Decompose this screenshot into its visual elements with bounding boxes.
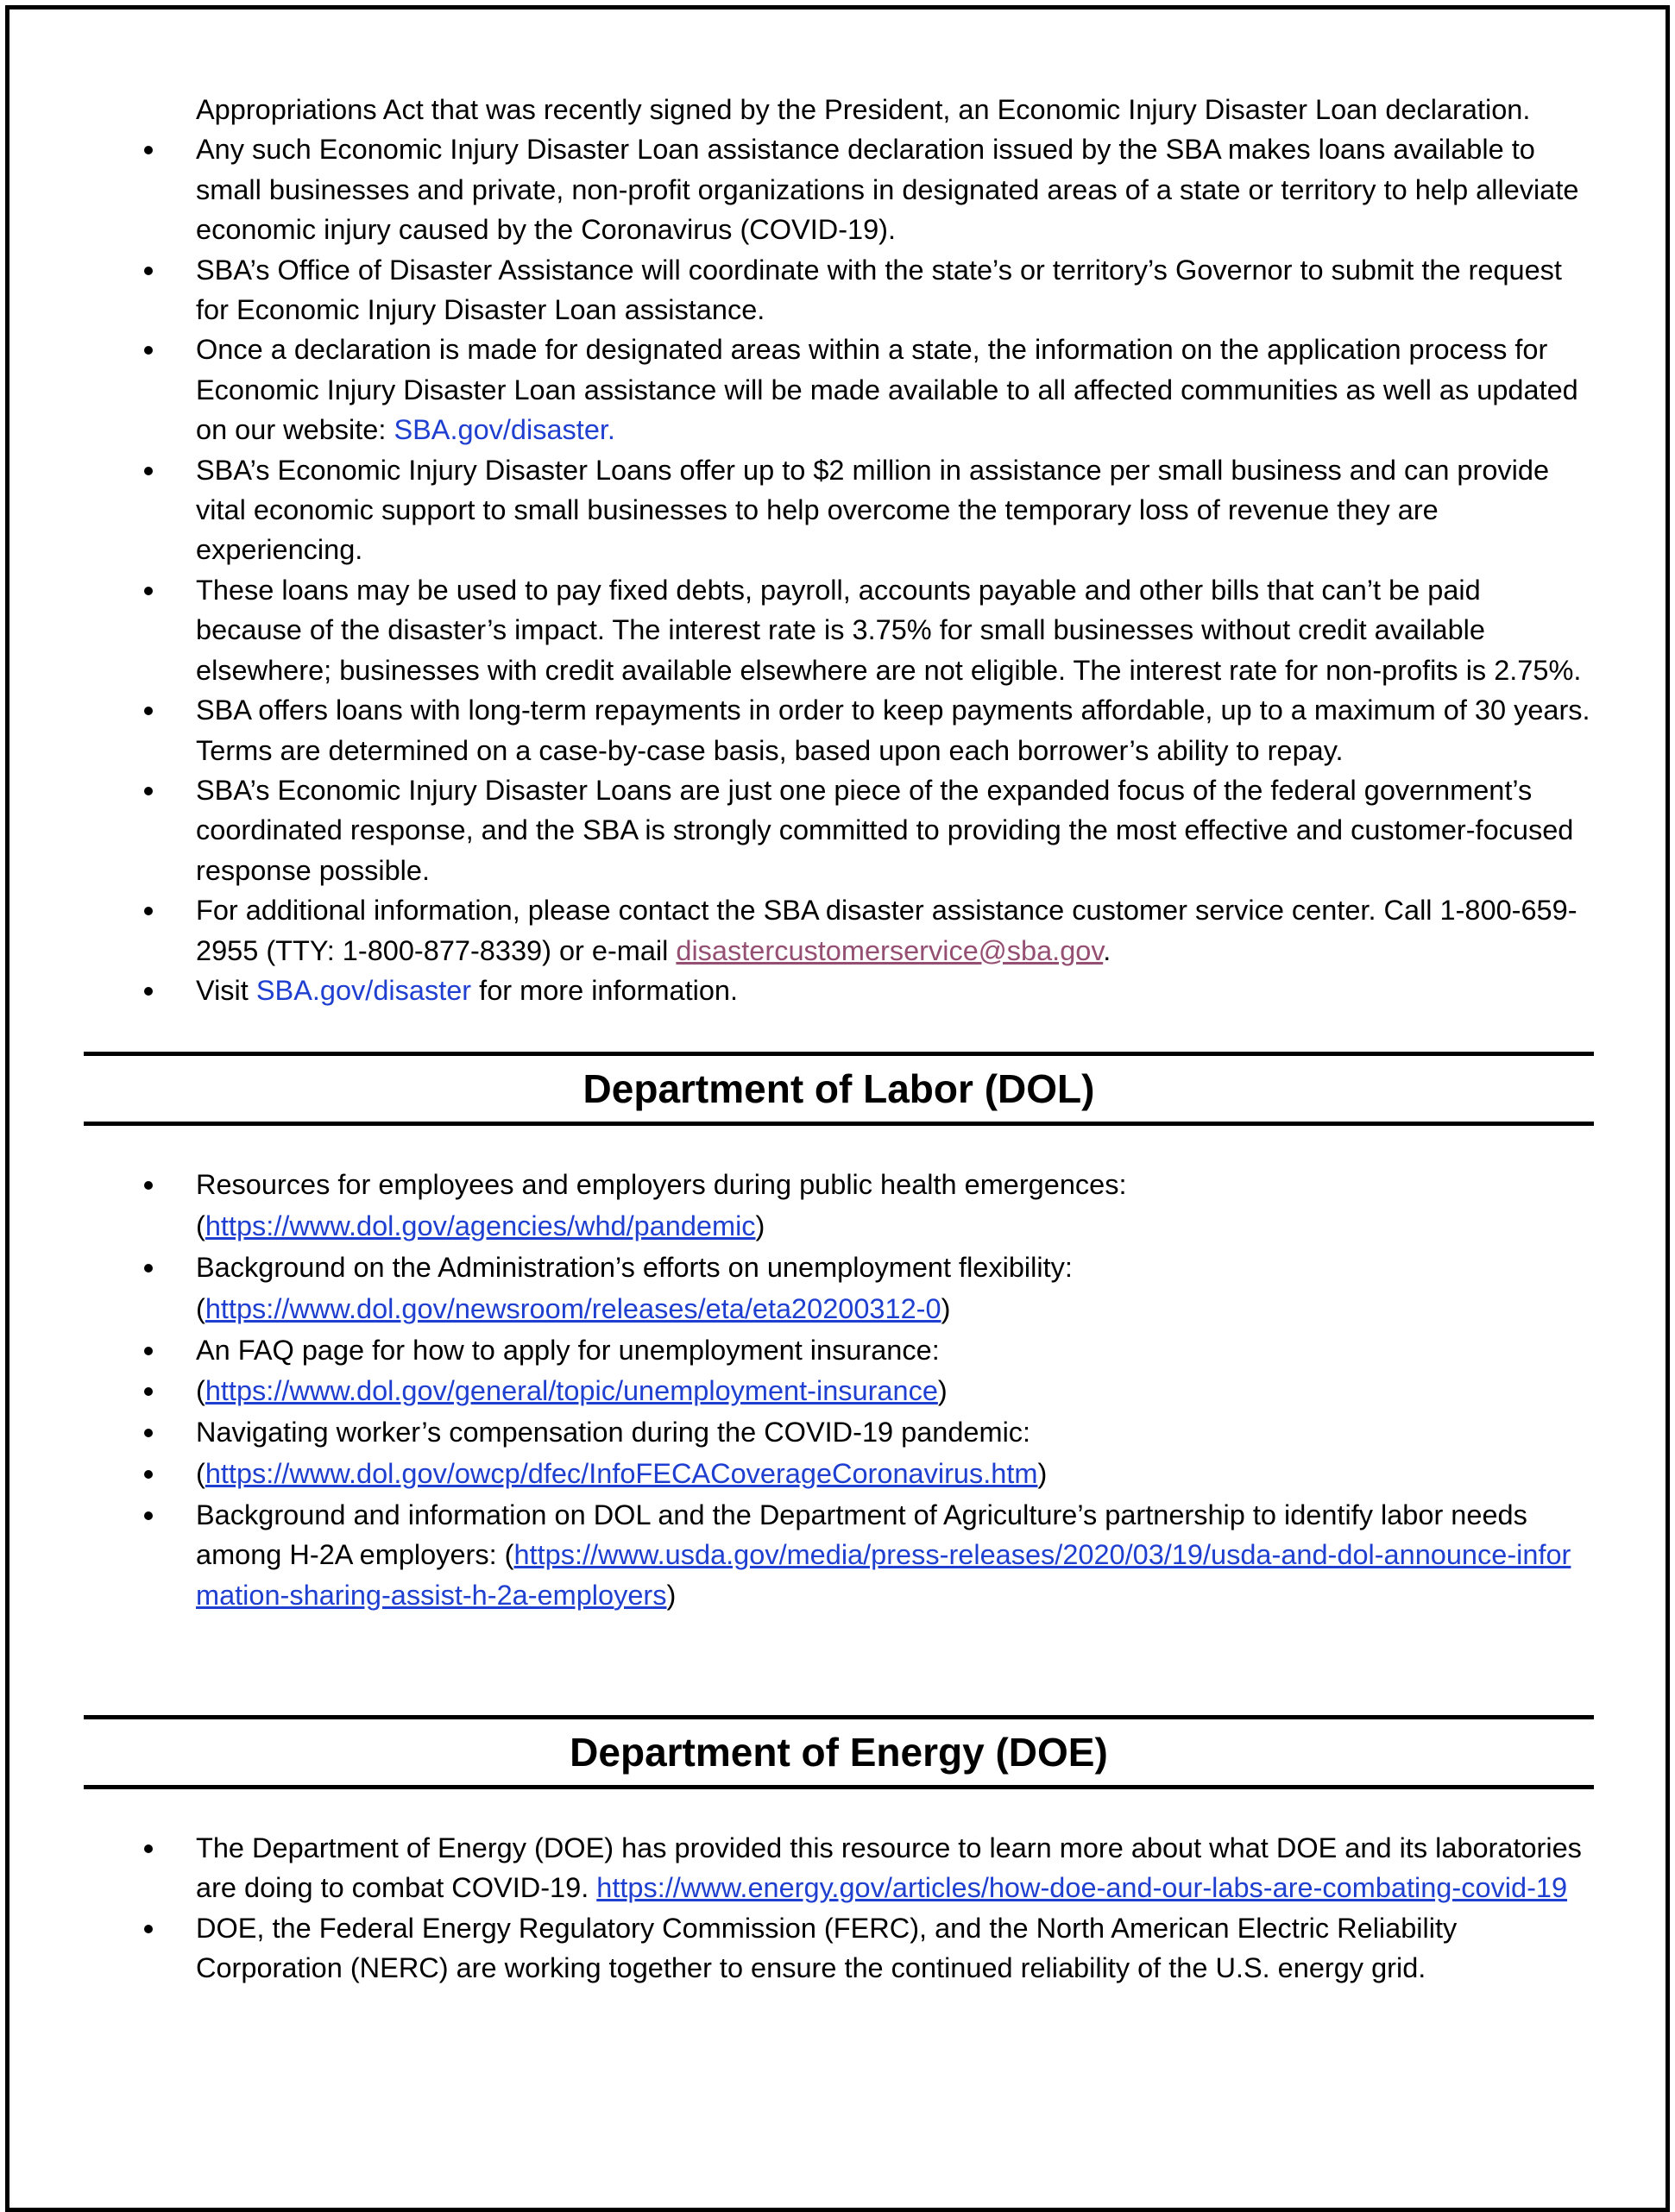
sba-continuation bbox=[84, 90, 1594, 129]
bullet-icon bbox=[144, 146, 153, 154]
list-item-text: Any such Economic Injury Disaster Loan assistance declaration issued by the SBA makes loans available to small businesses and private, non-profit organizations in designated areas of a state or territory to help alleviate economic injury caused by the Coronavirus (COVID-19). bbox=[196, 134, 1579, 246]
list-item bbox=[84, 1908, 1594, 1989]
section-title: Department of Labor (DOL) bbox=[582, 1066, 1095, 1112]
dol-newsroom-link[interactable]: https://www.dol.gov/newsroom/releases/eta/eta20200312-0 bbox=[205, 1292, 941, 1324]
paren: ) bbox=[755, 1210, 765, 1242]
list-item-text: Once a declaration is made for designated areas within a state, the information on the application process for Economic Injury Disaster Loan assistance will be made available to all affected communities as well as updated on our website: bbox=[196, 334, 1578, 446]
bullet-icon bbox=[144, 1925, 153, 1933]
list-item bbox=[84, 450, 1594, 570]
paren: ) bbox=[666, 1579, 677, 1611]
list-item bbox=[84, 570, 1594, 690]
bullet-icon bbox=[144, 587, 153, 595]
list-item-text: An FAQ page for how to apply for unemployment insurance: bbox=[196, 1334, 940, 1366]
sba-disaster-link[interactable]: SBA.gov/disaster. bbox=[394, 414, 615, 446]
list-item bbox=[84, 1412, 1594, 1454]
list-item-text: Navigating worker’s compensation during the COVID-19 pandemic: bbox=[196, 1417, 1031, 1448]
bullet-icon bbox=[144, 267, 153, 275]
paren: ) bbox=[1037, 1457, 1048, 1489]
paren: ( bbox=[196, 1457, 205, 1489]
document-body bbox=[84, 90, 1594, 1989]
list-item bbox=[84, 690, 1594, 770]
list-item bbox=[84, 770, 1594, 890]
list-item bbox=[84, 250, 1594, 330]
bullet-icon bbox=[144, 1387, 153, 1396]
list-item bbox=[84, 330, 1594, 449]
list-item-text: SBA offers loans with long-term repayments in order to keep payments affordable, up to a maximum of 30 years. Terms are determined on a case-by-case basis, based upon each borrower’s ability to repay. bbox=[196, 694, 1590, 766]
bullet-icon bbox=[144, 787, 153, 795]
paren: ( bbox=[196, 1292, 205, 1324]
list-item bbox=[84, 1454, 1594, 1495]
list-item bbox=[84, 129, 1594, 249]
bullet-icon bbox=[144, 987, 153, 996]
paren: ( bbox=[196, 1210, 205, 1242]
sba-disaster-link[interactable]: SBA.gov/disaster bbox=[255, 974, 472, 1006]
list-item bbox=[84, 1165, 1594, 1247]
usda-h2a-link[interactable]: https://www.usda.gov/media/press-releases/2020/03/19/usda-and-dol-announce-information-sharing-assist-h-2a-employers bbox=[196, 1539, 1571, 1611]
list-item bbox=[84, 1330, 1594, 1372]
list-item-text: For additional information, please contact the SBA disaster assistance customer service center. Call 1-800-659-2955 (TTY: 1-800-877-8339) or e-mail bbox=[196, 895, 1577, 966]
paren: ) bbox=[937, 1375, 948, 1407]
list-item bbox=[84, 890, 1594, 971]
list-item-text: SBA’s Office of Disaster Assistance will coordinate with the state’s or territory’s Governor to submit the request for Economic Injury Disaster Loan assistance. bbox=[196, 254, 1562, 326]
list-item bbox=[84, 1247, 1594, 1330]
list-item-text: . bbox=[1103, 934, 1111, 966]
dol-owcp-link[interactable]: https://www.dol.gov/owcp/dfec/InfoFECACoverageCoronavirus.htm bbox=[205, 1457, 1038, 1489]
paren: ) bbox=[941, 1292, 951, 1324]
list-item-text: The Department of Energy (DOE) has provided this resource to learn more about what DOE and its laboratories are doing to combat COVID-19. bbox=[196, 1832, 1582, 1904]
doe-list bbox=[84, 1828, 1594, 1989]
bullet-icon bbox=[144, 1844, 153, 1853]
list-item-text: DOE, the Federal Energy Regulatory Commission (FERC), and the North American Electric Reliability Corporation (NERC) are working together to ensure the continued reliability of the U.S. energy grid. bbox=[196, 1912, 1458, 1984]
bullet-icon bbox=[144, 467, 153, 475]
energy-gov-link[interactable]: https://www.energy.gov/articles/how-doe-and-our-labs-are-combating-covid-19 bbox=[596, 1872, 1568, 1904]
dol-pandemic-link[interactable]: https://www.dol.gov/agencies/whd/pandemic bbox=[205, 1210, 756, 1242]
bullet-icon bbox=[144, 1181, 153, 1190]
section-title: Department of Energy (DOE) bbox=[570, 1729, 1108, 1775]
dol-unemployment-link[interactable]: https://www.dol.gov/general/topic/unemployment-insurance bbox=[205, 1375, 938, 1407]
paren: ( bbox=[196, 1375, 205, 1407]
continuation-text: Appropriations Act that was recently signed by the President, an Economic Injury Disaster Loan declaration. bbox=[196, 94, 1531, 125]
bullet-icon bbox=[144, 1429, 153, 1437]
list-item-text: Resources for employees and employers during public health emergences: bbox=[196, 1169, 1127, 1201]
list-item-text: Visit bbox=[196, 974, 256, 1006]
bullet-icon bbox=[144, 346, 153, 355]
list-item bbox=[84, 971, 1594, 1010]
list-item-text: SBA’s Economic Injury Disaster Loans are just one piece of the expanded focus of the federal government’s coordinated response, and the SBA is strongly committed to providing the most effective and customer-focused response possible. bbox=[196, 774, 1574, 886]
doe-heading bbox=[84, 1715, 1594, 1789]
dol-list bbox=[84, 1165, 1594, 1615]
list-item-text: Background on the Administration’s efforts on unemployment flexibility: bbox=[196, 1251, 1073, 1283]
list-item bbox=[84, 1828, 1594, 1908]
list-item-text: for more information. bbox=[471, 974, 739, 1006]
bullet-icon bbox=[144, 707, 153, 715]
bullet-icon bbox=[144, 1347, 153, 1355]
list-item-text: These loans may be used to pay fixed debts, payroll, accounts payable and other bills that can’t be paid because of the disaster’s impact. The interest rate is 3.75% for small businesses without credit available elsewhere; businesses with credit available elsewhere are not eligible. The interest rate for non-profits is 2.75%. bbox=[196, 574, 1582, 686]
bullet-icon bbox=[144, 907, 153, 915]
bullet-icon bbox=[144, 1264, 153, 1273]
bullet-icon bbox=[144, 1511, 153, 1520]
list-item-text: Background and information on DOL and the Department of Agriculture’s partnership to identify labor needs among H-2A employers: ( bbox=[196, 1499, 1527, 1571]
list-item bbox=[84, 1371, 1594, 1412]
list-item bbox=[84, 1495, 1594, 1615]
bullet-icon bbox=[144, 1470, 153, 1479]
dol-heading bbox=[84, 1052, 1594, 1126]
sba-list bbox=[84, 90, 1594, 1010]
list-item-text: SBA’s Economic Injury Disaster Loans offer up to $2 million in assistance per small business and can provide vital economic support to small businesses to help overcome the temporary loss of revenue they are experiencing. bbox=[196, 454, 1550, 566]
customer-service-email-link[interactable]: disastercustomerservice@sba.gov bbox=[676, 934, 1104, 966]
